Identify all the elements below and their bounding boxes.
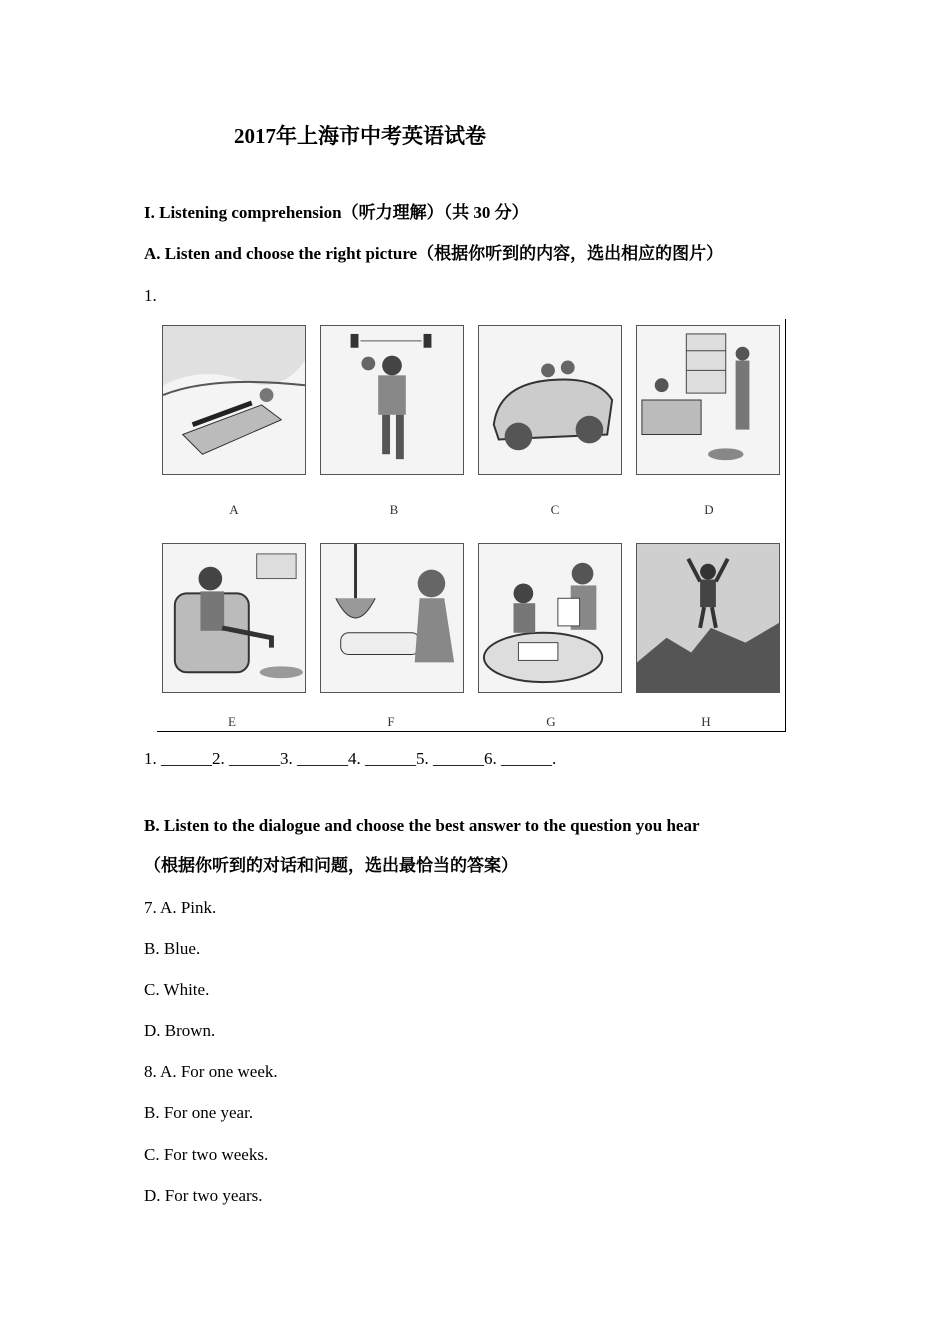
picture-c — [478, 325, 622, 475]
part-a-heading: A. Listen and choose the right picture（根据你听到的内容，选出相应的图片） — [144, 244, 724, 263]
picture-label-g: G — [546, 714, 556, 729]
picture-f — [320, 543, 464, 693]
picture-h — [636, 543, 780, 693]
picture-a — [162, 325, 306, 475]
messy-bedroom-picture — [637, 326, 779, 474]
picture-label-h: H — [701, 714, 711, 729]
option-8c: C. For two weeks. — [144, 1145, 269, 1164]
question-one-marker: 1. — [144, 286, 157, 305]
beach-sunbathing-picture — [163, 326, 305, 474]
picture-label-a: A — [229, 502, 239, 517]
picture-label-c: C — [550, 502, 560, 517]
picture-label-d: D — [704, 502, 714, 517]
picture-b — [320, 325, 464, 475]
part-b-subheading: （根据你听到的对话和问题，选出最恰当的答案） — [144, 856, 518, 875]
option-8d: D. For two years. — [144, 1186, 263, 1205]
exam-title: 2017年上海市中考英语试卷 — [234, 124, 486, 148]
part-b-heading: B. Listen to the dialogue and choose the best answer to the question you hear — [144, 816, 700, 835]
option-8b: B. For one year. — [144, 1103, 254, 1122]
picture-g — [478, 543, 622, 693]
runners-race-picture — [321, 326, 463, 474]
picture-label-f: F — [387, 714, 395, 729]
option-7a: 7. A. Pink. — [144, 898, 217, 917]
section-heading: I. Listening comprehension（听力理解）（共 30 分） — [144, 203, 529, 222]
picture-label-e: E — [228, 714, 236, 729]
option-7d: D. Brown. — [144, 1021, 216, 1040]
convertible-car-picture — [479, 326, 621, 474]
option-7b: B. Blue. — [144, 939, 201, 958]
option-8a: 8. A. For one week. — [144, 1062, 278, 1081]
students-reading-picture — [479, 544, 621, 692]
injured-leg-hospital-picture — [321, 544, 463, 692]
person-in-armchair-picture — [163, 544, 305, 692]
option-7c: C. White. — [144, 980, 210, 999]
answer-blanks: 1. ______2. ______3. ______4. ______5. ______6. ______. — [144, 749, 557, 768]
picture-label-b: B — [389, 502, 399, 517]
picture-e — [162, 543, 306, 693]
picture-d — [636, 325, 780, 475]
hiker-on-mountain-picture — [637, 544, 779, 692]
